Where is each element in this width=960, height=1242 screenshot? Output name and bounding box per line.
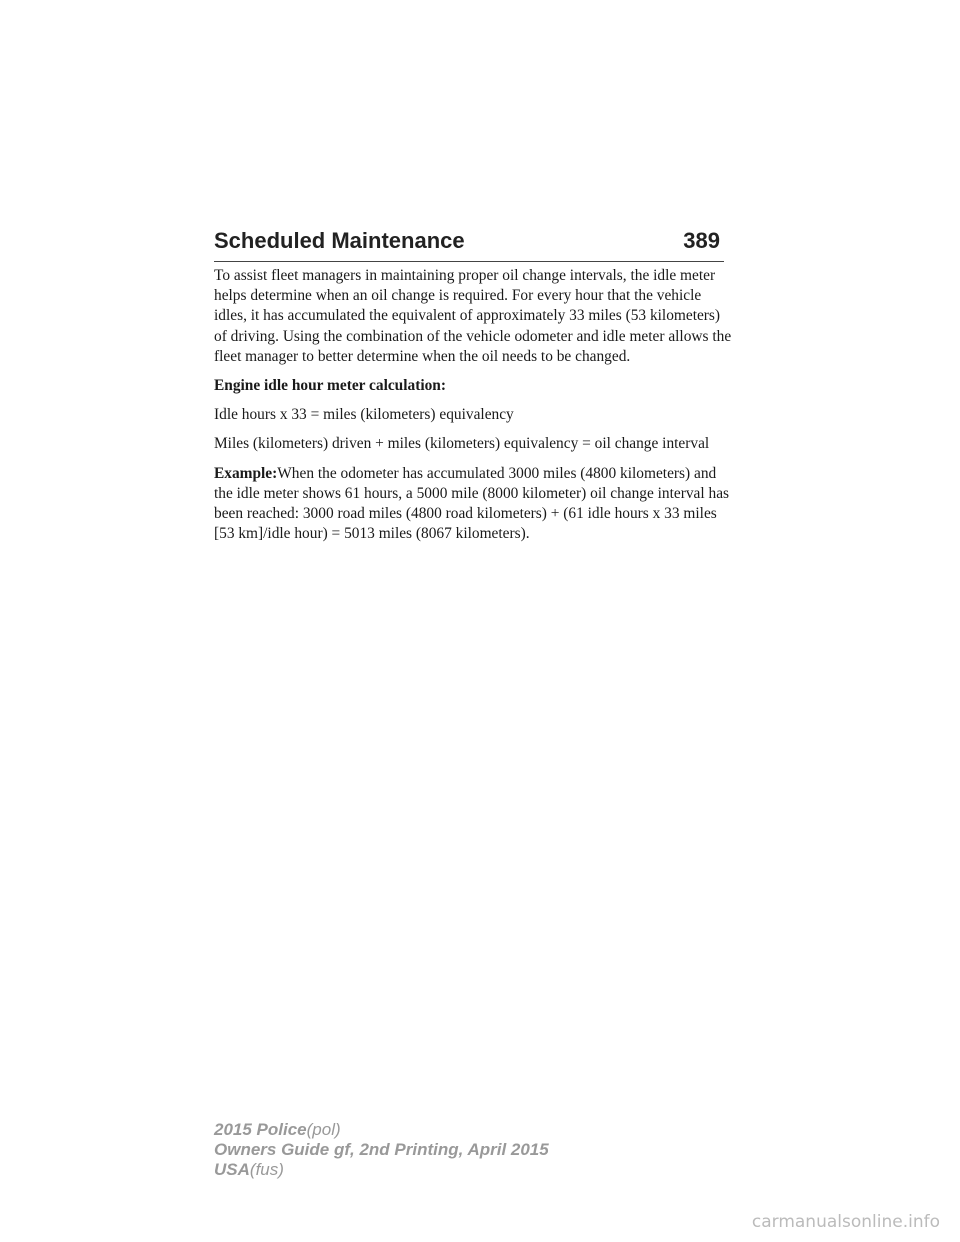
footer	[214, 1120, 549, 1180]
calculation-heading: Engine idle hour meter calculation:	[214, 377, 446, 395]
example-label: Example:	[214, 464, 278, 482]
section-title: Scheduled Maintenance	[214, 228, 465, 253]
formula-oil-change-interval: Miles (kilometers) driven + miles (kilometers) equivalency = oil change interval	[214, 435, 710, 453]
footer-line-3	[214, 1160, 549, 1180]
footer-line-1	[214, 1120, 549, 1140]
page-number: 389	[683, 228, 720, 253]
page-header	[214, 228, 724, 258]
intro-paragraph: To assist fleet managers in maintaining proper oil change intervals, the idle meter helps determine when an oil change is required. For every hour that the vehicle idles, it has accumulated the equivalent of approximately 33 miles (53 kilometers) of driving. Using the combination of the vehicle odometer and idle meter allows the fleet manager to better determine when the oil needs to be changed.	[214, 267, 732, 365]
example-text: When the odometer has accumulated 3000 miles (4800 kilometers) and the idle meter shows 61 hours, a 5000 mile (8000 kilometer) oil change interval has been reached: 3000 road miles (4800 road kilometers) + (61 idle hours x 33 miles [53 km]/idle hour) = 5013 miles (8067 kilometers).	[214, 464, 730, 543]
example-paragraph	[214, 464, 734, 545]
body-content	[214, 266, 734, 553]
footer-market: USA	[214, 1160, 250, 1179]
formula-idle-equivalency: Idle hours x 33 = miles (kilometers) equivalency	[214, 406, 514, 424]
header-divider	[214, 261, 724, 262]
footer-market-code: (fus)	[249, 1160, 284, 1179]
footer-model: 2015 Police	[214, 1120, 307, 1139]
footer-line-2: Owners Guide gf, 2nd Printing, April 2015	[214, 1140, 549, 1159]
footer-model-code: (pol)	[306, 1120, 341, 1139]
watermark-link[interactable]: carmanualsonline.info	[751, 1212, 940, 1232]
